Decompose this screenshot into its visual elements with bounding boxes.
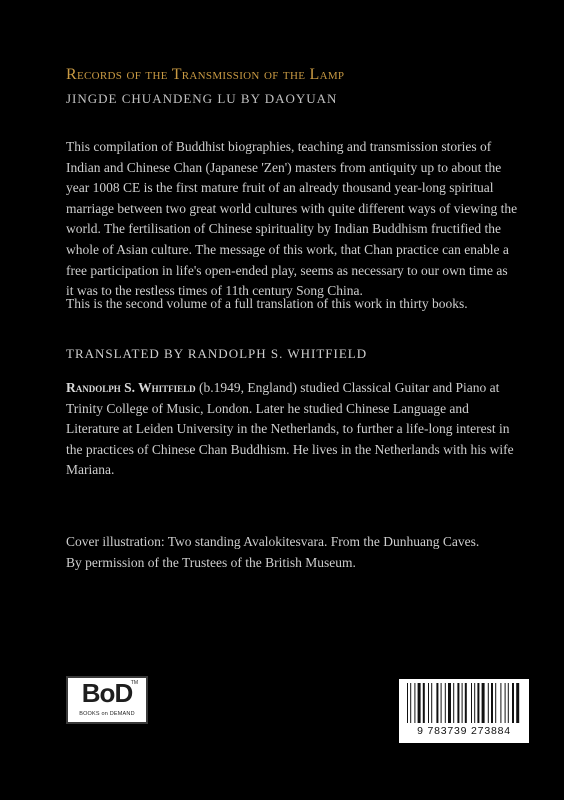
cover-credit — [66, 532, 518, 573]
translator-bio — [66, 378, 518, 481]
publisher-logo-tm: TM — [130, 680, 138, 686]
publisher-logo-subtext: BOOKS on DEMAND — [79, 711, 135, 717]
barcode-bars — [399, 679, 529, 725]
publisher-logo-mark: BoD — [81, 678, 133, 708]
volume-note: This is the second volume of a full translation of this work in thirty books. — [66, 296, 468, 311]
translator-bio-text: (b.1949, England) studied Classical Guitar and Piano at Trinity College of Music, London. Later he studied Chinese Language and Literature at Leiden University in the Netherlands, to further a life-long interest in the practices of Chinese Chan Buddhism. He lives in the Netherlands with his wife Mariana. — [66, 380, 514, 478]
credit-line-1: Cover illustration: Two standing Avalokitesvara. From the Dunhuang Caves. — [66, 534, 480, 549]
publisher-logo — [66, 676, 148, 724]
description-paragraph: This compilation of Buddhist biographies, teaching and transmission stories of Indian and Chinese Chan (Japanese 'Zen') masters from antiquity up to about the year 1008 CE is the first mature fruit of an already thousand year-long spiritual marriage between two great world cultures with quite different ways of viewing the world. The fertilisation of Chinese spirituality by Indian Buddhism fructified the whole of Asian culture. The message of this work, that Chan practice can enable a free participation in life's open-ended play, seems as necessary to our own time as it was to the restless times of 11th century Song China. — [66, 139, 518, 299]
book-title: Records of the Transmission of the Lamp — [66, 66, 345, 83]
credit-line-2: By permission of the Trustees of the British Museum. — [66, 554, 356, 570]
isbn-number: 9 783739 273884 — [417, 725, 511, 737]
isbn-barcode — [399, 679, 529, 743]
translator-heading: TRANSLATED BY RANDOLPH S. WHITFIELD — [66, 346, 368, 361]
book-subtitle: JINGDE CHUANDENG LU BY DAOYUAN — [66, 91, 338, 106]
translator-name: Randolph S. Whitfield — [66, 380, 196, 395]
